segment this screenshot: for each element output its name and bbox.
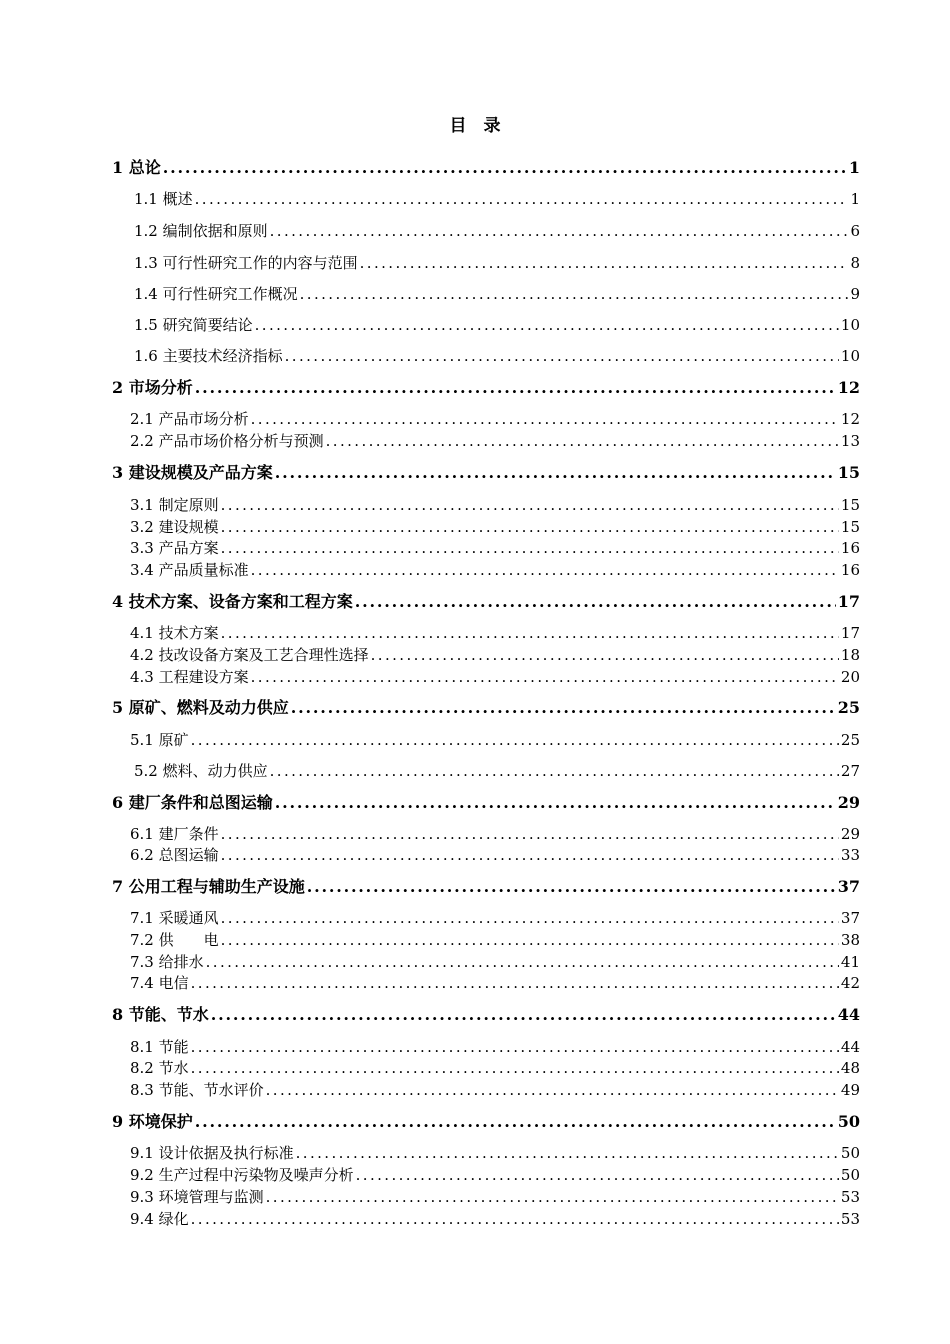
toc-section[interactable] — [130, 430, 860, 452]
toc-entry-label: 5 原矿、燃料及动力供应 — [112, 698, 289, 717]
toc-page-number: 25 — [837, 698, 860, 717]
toc-entry-label: 1.3 可行性研究工作的内容与范围 — [134, 254, 358, 272]
toc-page-number: 10 — [840, 316, 860, 334]
toc-section[interactable] — [134, 283, 860, 305]
toc-section[interactable] — [130, 929, 860, 951]
toc-entry-label: 2.2 产品市场价格分析与预测 — [130, 432, 324, 450]
toc-entry-label: 4.3 工程建设方案 — [130, 668, 249, 686]
toc-entry-label: 8.1 节能 — [130, 1038, 189, 1056]
toc-page-number: 25 — [840, 731, 860, 749]
dot-leader — [221, 537, 839, 559]
dot-leader — [360, 252, 849, 274]
toc-chapter[interactable] — [112, 1111, 860, 1133]
toc-entry-label: 3.2 建设规模 — [130, 518, 219, 536]
toc-section[interactable] — [134, 760, 860, 782]
toc-section[interactable] — [130, 1186, 860, 1208]
toc-entry-label: 7.1 采暖通风 — [130, 909, 219, 927]
toc-page-number: 9 — [850, 285, 860, 303]
toc-page-number: 41 — [840, 953, 860, 971]
toc-page-number: 49 — [840, 1081, 860, 1099]
toc-page-number: 20 — [840, 668, 860, 686]
toc-section[interactable] — [130, 516, 860, 538]
toc-entry-label: 2.1 产品市场分析 — [130, 410, 249, 428]
dot-leader — [191, 1036, 839, 1058]
dot-leader — [266, 1079, 839, 1101]
toc-section[interactable] — [130, 1079, 860, 1101]
dot-leader — [195, 1111, 836, 1133]
toc-entry-label: 5.2 燃料、动力供应 — [134, 762, 268, 780]
toc-page-number: 6 — [850, 222, 860, 240]
toc-section[interactable] — [130, 951, 860, 973]
toc-page-number: 44 — [837, 1005, 860, 1024]
dot-leader — [191, 1208, 839, 1230]
dot-leader — [251, 408, 839, 430]
toc-chapter[interactable] — [112, 157, 860, 179]
toc-page-number: 42 — [840, 974, 860, 992]
toc-page-number: 38 — [840, 931, 860, 949]
dot-leader — [191, 972, 839, 994]
toc-page-number: 15 — [837, 463, 860, 482]
toc-page-number: 1 — [848, 158, 860, 177]
toc-page-number: 37 — [840, 909, 860, 927]
dot-leader — [270, 760, 839, 782]
toc-entry-label: 3 建设规模及产品方案 — [112, 463, 273, 482]
toc-section[interactable] — [130, 1164, 860, 1186]
toc-entry-label: 7.2 供 电 — [130, 931, 219, 949]
toc-entry-label: 6 建厂条件和总图运输 — [112, 793, 273, 812]
dot-leader — [355, 591, 836, 613]
toc-section[interactable] — [130, 844, 860, 866]
toc-section[interactable] — [130, 408, 860, 430]
dot-leader — [291, 697, 836, 719]
dot-leader — [275, 792, 836, 814]
dot-leader — [221, 844, 839, 866]
dot-leader — [266, 1186, 839, 1208]
dot-leader — [221, 516, 839, 538]
toc-page-number: 44 — [840, 1038, 860, 1056]
dot-leader — [371, 644, 839, 666]
toc-page-number: 13 — [840, 432, 860, 450]
toc-section[interactable] — [130, 494, 860, 516]
toc-page-number: 50 — [837, 1112, 860, 1131]
toc-section[interactable] — [130, 622, 860, 644]
toc-chapter[interactable] — [112, 591, 860, 613]
toc-section[interactable] — [130, 1057, 860, 1079]
dot-leader — [356, 1164, 839, 1186]
toc-entry-label: 9 环境保护 — [112, 1112, 193, 1131]
toc-page-number: 29 — [837, 793, 860, 812]
toc-entry-label: 9.2 生产过程中污染物及噪声分析 — [130, 1166, 354, 1184]
toc-section[interactable] — [134, 188, 860, 210]
dot-leader — [221, 494, 839, 516]
toc-section[interactable] — [130, 666, 860, 688]
toc-entry-label: 1.5 研究简要结论 — [134, 316, 253, 334]
toc-section[interactable] — [130, 537, 860, 559]
toc-section[interactable] — [130, 1142, 860, 1164]
dot-leader — [191, 1057, 839, 1079]
toc-page-number: 1 — [850, 190, 860, 208]
toc-section[interactable] — [134, 314, 860, 336]
toc-page-number: 53 — [840, 1210, 860, 1228]
toc-entry-label: 3.4 产品质量标准 — [130, 561, 249, 579]
toc-page-number: 15 — [840, 496, 860, 514]
toc-page-number: 27 — [840, 762, 860, 780]
toc-entry-label: 5.1 原矿 — [130, 731, 189, 749]
dot-leader — [221, 907, 839, 929]
toc-entry-label: 3.3 产品方案 — [130, 539, 219, 557]
toc-entry-label: 1.6 主要技术经济指标 — [134, 347, 283, 365]
toc-entry-label: 1.4 可行性研究工作概况 — [134, 285, 298, 303]
dot-leader — [270, 220, 849, 242]
toc-section[interactable] — [130, 559, 860, 581]
toc-page-number: 17 — [837, 592, 860, 611]
dot-leader — [251, 666, 839, 688]
dot-leader — [255, 314, 839, 336]
dot-leader — [206, 951, 839, 973]
toc-page-number: 50 — [840, 1144, 860, 1162]
toc-page-number: 53 — [840, 1188, 860, 1206]
toc-page-number: 33 — [840, 846, 860, 864]
toc-section[interactable] — [130, 1036, 860, 1058]
toc-entry-label: 1 总论 — [112, 158, 161, 177]
dot-leader — [326, 430, 839, 452]
toc-entry-label: 9.1 设计依据及执行标准 — [130, 1144, 294, 1162]
dot-leader — [195, 188, 849, 210]
toc-entry-label: 4 技术方案、设备方案和工程方案 — [112, 592, 353, 611]
dot-leader — [251, 559, 839, 581]
toc-entry-label: 8.3 节能、节水评价 — [130, 1081, 264, 1099]
toc-page-number: 12 — [840, 410, 860, 428]
toc-entry-label: 1.2 编制依据和原则 — [134, 222, 268, 240]
toc-section[interactable] — [130, 729, 860, 751]
page-title: 目 录 — [449, 116, 501, 136]
toc-entry-label: 7 公用工程与辅助生产设施 — [112, 877, 305, 896]
toc-page-number: 48 — [840, 1059, 860, 1077]
dot-leader — [300, 283, 849, 305]
dot-leader — [285, 345, 839, 367]
toc-section[interactable] — [130, 644, 860, 666]
dot-leader — [211, 1004, 836, 1026]
dot-leader — [221, 823, 839, 845]
dot-leader — [307, 876, 836, 898]
toc-page-number: 12 — [837, 378, 860, 397]
toc-entry-label: 9.4 绿化 — [130, 1210, 189, 1228]
toc-chapter[interactable] — [112, 1004, 860, 1026]
toc-page-number: 50 — [840, 1166, 860, 1184]
dot-leader — [221, 929, 839, 951]
toc-chapter[interactable] — [112, 462, 860, 484]
dot-leader — [275, 462, 836, 484]
toc-section[interactable] — [130, 972, 860, 994]
toc-entry-label: 8 节能、节水 — [112, 1005, 209, 1024]
toc-page-number: 15 — [840, 518, 860, 536]
dot-leader — [195, 377, 836, 399]
dot-leader — [163, 157, 847, 179]
toc-section[interactable] — [134, 345, 860, 367]
toc-entry-label: 7.3 给排水 — [130, 953, 204, 971]
toc-section[interactable] — [130, 1208, 860, 1230]
toc-entry-label: 6.1 建厂条件 — [130, 825, 219, 843]
toc-section[interactable] — [134, 252, 860, 274]
toc-section[interactable] — [130, 823, 860, 845]
toc-chapter[interactable] — [112, 697, 860, 719]
toc-chapter[interactable] — [112, 792, 860, 814]
toc-entry-label: 3.1 制定原则 — [130, 496, 219, 514]
toc-page-number: 16 — [840, 539, 860, 557]
toc-page-number: 18 — [840, 646, 860, 664]
toc-entry-label: 7.4 电信 — [130, 974, 189, 992]
toc-page-number: 29 — [840, 825, 860, 843]
toc-entry-label: 8.2 节水 — [130, 1059, 189, 1077]
toc-entry-label: 1.1 概述 — [134, 190, 193, 208]
dot-leader — [296, 1142, 839, 1164]
toc-chapter[interactable] — [112, 876, 860, 898]
toc-chapter[interactable] — [112, 377, 860, 399]
toc-page-number: 37 — [837, 877, 860, 896]
toc-section[interactable] — [130, 907, 860, 929]
toc-page-number: 16 — [840, 561, 860, 579]
toc-entry-label: 4.1 技术方案 — [130, 624, 219, 642]
toc-entry-label: 6.2 总图运输 — [130, 846, 219, 864]
toc-entry-label: 9.3 环境管理与监测 — [130, 1188, 264, 1206]
toc-page-number: 17 — [840, 624, 860, 642]
toc-entry-label: 2 市场分析 — [112, 378, 193, 397]
toc-page-number: 10 — [840, 347, 860, 365]
toc-section[interactable] — [134, 220, 860, 242]
dot-leader — [191, 729, 839, 751]
dot-leader — [221, 622, 839, 644]
toc-page-number: 8 — [850, 254, 860, 272]
toc-entry-label: 4.2 技改设备方案及工艺合理性选择 — [130, 646, 369, 664]
